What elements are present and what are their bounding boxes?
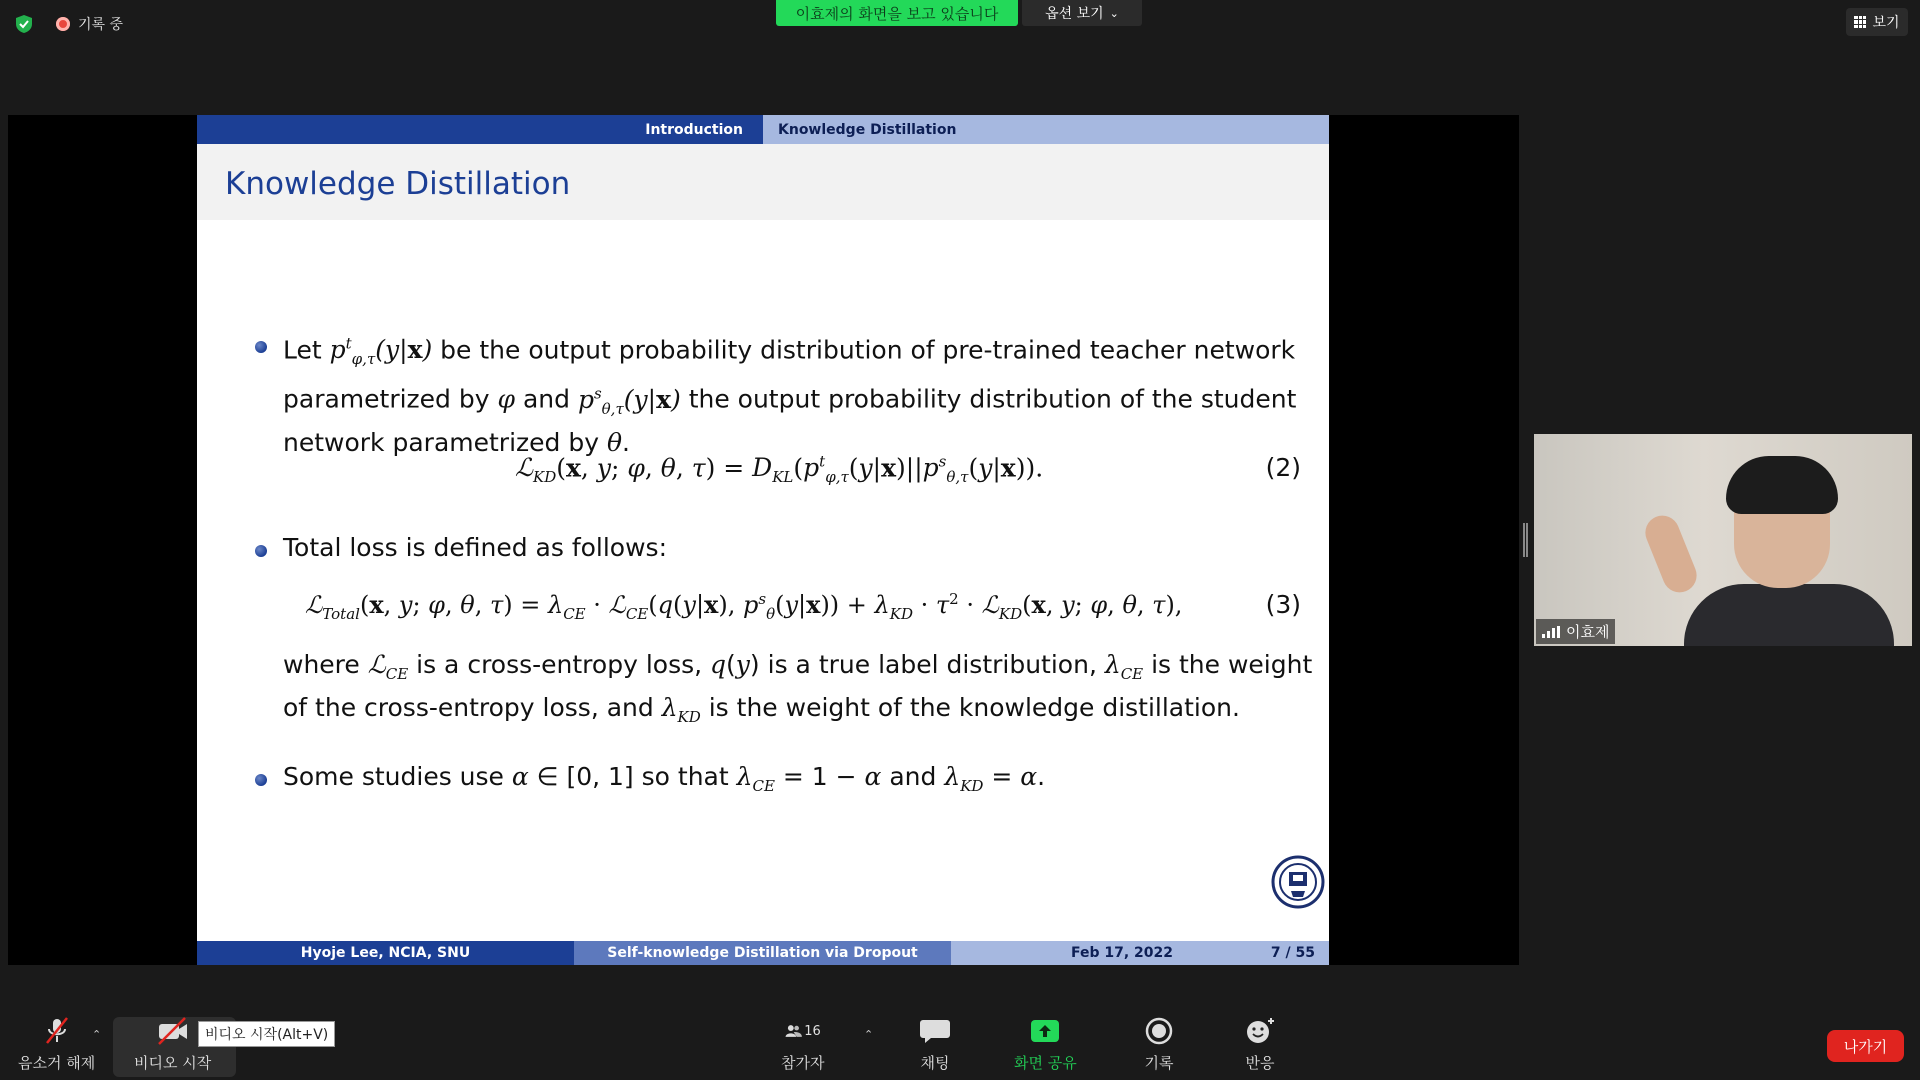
equation-number-3: (3) (1265, 590, 1301, 619)
resize-handle[interactable] (1523, 523, 1528, 557)
equation-number-2: (2) (1265, 453, 1301, 482)
slide-navigation (197, 115, 1329, 144)
shared-screen (8, 115, 1519, 965)
participant-name-tag (1536, 619, 1615, 644)
slide-footer (197, 941, 1329, 965)
equation-3: ℒ$_{Total}$(x, y; φ, θ, $\tau) = \lambda_{CE}$ · ℒ$_{CE}$(q(y|x), $p^s_\theta(y|x)) + \lambda_{KD} \cdot \tau^2$ · ℒ$_{KD}$(x, y; φ, θ, τ), (305, 590, 1183, 623)
bullet-icon (255, 774, 267, 786)
share-screen-icon (1027, 1016, 1063, 1046)
signal-strength-icon (1542, 626, 1560, 638)
bullet-icon (255, 545, 267, 557)
footer-date: Feb 17, 2022 (1071, 945, 1174, 961)
participants-options-caret-icon[interactable]: ⌃ (864, 1028, 874, 1041)
nav-section-introduction: Introduction (197, 115, 763, 144)
bullet-icon (255, 341, 267, 353)
leave-button[interactable]: 나가기 (1827, 1030, 1904, 1062)
view-button[interactable] (1846, 8, 1908, 36)
unmute-label: 음소거 해제 (18, 1054, 96, 1072)
participants-label: 참가자 (781, 1054, 825, 1072)
participant-name: 이효제 (1566, 623, 1610, 641)
start-video-label: 비디오 시작 (134, 1054, 212, 1072)
record-icon (56, 17, 70, 31)
chat-button[interactable] (917, 1016, 953, 1073)
university-logo-icon (1271, 855, 1325, 909)
view-button-label: 보기 (1872, 15, 1900, 31)
recording-label: 기록 중 (78, 17, 124, 33)
participants-icon (785, 1016, 821, 1046)
bullet-2-text: Total loss is defined as follows: (283, 533, 667, 562)
participant-hand (1640, 511, 1701, 598)
participants-button[interactable] (781, 1016, 824, 1073)
presentation-slide (197, 115, 1329, 965)
chat-label: 채팅 (920, 1054, 950, 1072)
record-label: 기록 (1144, 1054, 1174, 1072)
view-options-label: 옵션 보기 (1045, 6, 1104, 22)
chat-bubble-icon (917, 1016, 953, 1046)
unmute-button[interactable] (18, 1016, 95, 1073)
where-text: where ℒ$_{CE}$ is a cross-entropy loss, q(y) is a true label distribution, $\lambda_{CE}$ is the weight of the cross-entropy loss, and $\lambda_{KD}$ is the weight of the knowledge distillation. (283, 650, 1313, 726)
nav-section-knowledge-distillation: Knowledge Distillation (763, 115, 1329, 144)
slide-title-band (197, 144, 1329, 220)
record-icon (1141, 1016, 1177, 1046)
microphone-muted-icon (39, 1016, 75, 1046)
chevron-down-icon: ⌄ (1109, 6, 1119, 20)
share-screen-label: 화면 공유 (1014, 1054, 1077, 1072)
emoji-reaction-icon (1242, 1016, 1278, 1046)
bullet-3-text: Some studies use α ∈ [0, 1] so that $\lambda_{CE} = 1 - \alpha$ and $\lambda_{KD} = \alpha$. (283, 762, 1046, 795)
participant-video-tile[interactable] (1534, 434, 1912, 646)
reactions-label: 반응 (1245, 1054, 1275, 1072)
equation-2: ℒ$_{KD}$(x, y; φ, θ, $\tau) = D_{KL}(p^t_{\varphi,\tau}(y|x)||p^s_{\theta,\tau}(y|x))$. (515, 453, 1044, 487)
participants-count: 16 (804, 1023, 821, 1039)
reactions-button[interactable] (1242, 1016, 1278, 1073)
share-screen-button[interactable] (1014, 1016, 1077, 1073)
view-options-button[interactable] (1022, 0, 1142, 26)
footer-author: Hyoje Lee, NCIA, SNU (197, 941, 574, 965)
top-bar (0, 0, 1920, 48)
video-camera-off-icon (155, 1016, 191, 1046)
record-button[interactable] (1141, 1016, 1177, 1073)
footer-page-number: 7 / 55 (1270, 945, 1315, 961)
slide-title: Knowledge Distillation (225, 166, 571, 202)
footer-title: Self-knowledge Distillation via Dropout (574, 941, 951, 965)
shield-icon[interactable] (14, 14, 34, 34)
viewing-screen-banner: 이효제의 화면을 보고 있습니다 (776, 0, 1018, 26)
bullet-1-text: Let $p^t_{\varphi,\tau}(y|x)$ be the output probability distribution of pre-trained teacher network parametrized by φ and $p^s_{\theta,\tau}(y|x)$ the output probability distribution of the student network parametrized by θ. (283, 335, 1297, 457)
participant-body (1684, 584, 1894, 646)
grid-icon (1854, 16, 1866, 28)
participant-hair (1726, 456, 1838, 514)
audio-options-caret-icon[interactable]: ⌃ (92, 1028, 102, 1041)
recording-indicator[interactable] (56, 14, 123, 34)
video-tooltip: 비디오 시작(Alt+V) (198, 1021, 335, 1047)
footer-date-page (951, 941, 1329, 965)
